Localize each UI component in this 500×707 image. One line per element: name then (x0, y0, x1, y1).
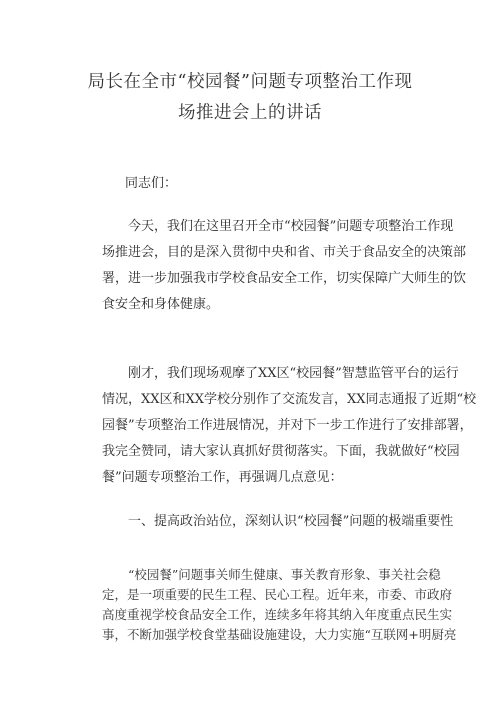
paragraph-line: 食安全和身体健康。 (102, 297, 220, 312)
paragraph-line: 刚才，我们现场观摩了XX区“校园餐”智慧监管平台的运行 (128, 366, 459, 381)
paragraph-line: 高度重视学校食品安全工作，连续多年将其纳入年度重点民生实 (102, 607, 453, 622)
paragraph-line: 场推进会，目的是深入贯彻中央和省、市关于食品安全的决策部 (102, 245, 467, 260)
paragraph-line: 事，不断加强学校食堂基础设施建设，大力实施“互联网+明厨亮 (102, 627, 457, 642)
paragraph-line: 署，进一步加强我市学校食品安全工作，切实保障广大师生的饮 (102, 271, 467, 286)
document-title-line-1: 局长在全市“校园餐”问题专项整治工作现 (87, 72, 413, 92)
paragraph-line: 今天，我们在这里召开全市“校园餐”问题专项整治工作现 (128, 219, 454, 234)
paragraph-opening (102, 214, 467, 318)
paragraph-review (102, 361, 477, 491)
paragraph-section-one (102, 565, 457, 645)
paragraph-line: 我完全赞同，请大家认真抓好贯彻落实。下面，我就做好“校园 (102, 444, 460, 459)
paragraph-line: 园餐”专项整治工作进展情况，并对下一步工作进行了安排部署， (102, 418, 473, 433)
paragraph-line: 定，是一项重要的民生工程、民心工程。近年来，市委、市政府 (102, 587, 453, 602)
section-heading-text: 一、提高政治站位，深刻认识“校园餐”问题的极端重要性 (128, 514, 454, 529)
paragraph-line: “校园餐”问题事关师生健康、事关教育形象、事关社会稳 (128, 567, 441, 582)
salutation: 同志们： (125, 176, 178, 191)
document-title-line-2: 场推进会上的讲话 (178, 103, 322, 123)
section-heading (102, 509, 454, 535)
paragraph-line: 餐”问题专项整治工作，再强调几点意见： (102, 470, 343, 485)
paragraph-line: 情况，XX区和XX学校分别作了交流发言，XX同志通报了近期“校 (102, 392, 477, 407)
